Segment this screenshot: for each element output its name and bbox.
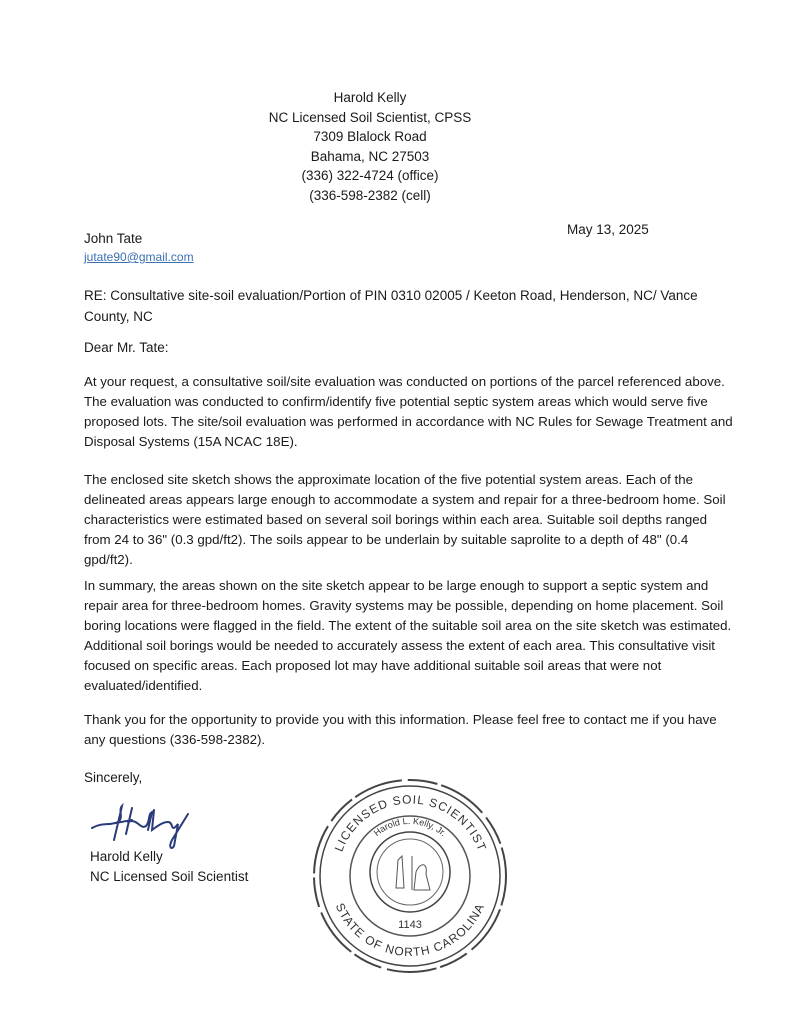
recipient-block — [84, 230, 194, 266]
subject-line: RE: Consultative site-soil evaluation/Portion of PIN 0310 02005 / Keeton Road, Henderson, NC/ Vance County, NC — [84, 288, 698, 324]
signer-block — [90, 847, 248, 887]
body-paragraph-3: In summary, the areas shown on the site sketch appear to be large enough to support a septic system and repair area for three-bedroom homes. Gravity systems may be possible, depending on home placement. Soil boring locations were flagged in the field. The extent of the suitable soil area on the site sketch was estimated. Additional soil borings would be needed to accurately assess the extent of each area. This consultative visit focused on specific areas. Each proposed lot may have additional suitable soil areas that were not evaluated/identified. — [84, 578, 732, 693]
letterhead-street: 7309 Blalock Road — [313, 129, 427, 144]
letterhead — [0, 88, 740, 205]
letter-date: May 13, 2025 — [567, 222, 649, 237]
body-paragraph-1: At your request, a consultative soil/site evaluation was conducted on portions of the parcel referenced above. The evaluation was conducted to confirm/identify five potential septic system areas which would serve five proposed lots. The site/soil evaluation was performed in accordance with NC Rules for Sewage Treatment and Disposal Systems (15A NCAC 18E). — [84, 374, 733, 449]
signature-icon — [88, 800, 208, 850]
recipient-name: John Tate — [84, 231, 143, 246]
closing: Sincerely, — [84, 770, 143, 785]
seal-bottom-text: STATE OF NORTH CAROLINA — [332, 900, 488, 960]
letterhead-office-phone: (336) 322-4724 (office) — [301, 168, 439, 183]
soil-scientist-seal-icon — [308, 776, 513, 976]
body-paragraph-4: Thank you for the opportunity to provide you with this information. Please feel free to contact me if you have any questions (336-598-2382). — [84, 712, 717, 747]
body-paragraph-2: The enclosed site sketch shows the approximate location of the five potential system areas. Each of the delineated areas appears large enough to accommodate a system and repair for a three-bedroom home. Soil characteristics were estimated based on several soil borings within each area. Suitable soil depths ranged from 24 to 36" (0.3 gpd/ft2). The soils appear to be underlain by suitable saprolite to a depth of 48" (0.4 gpd/ft2). — [84, 472, 726, 567]
letterhead-cell-phone: (336-598-2382 (cell) — [309, 187, 431, 203]
seal-top-text: LICENSED SOIL SCIENTIST — [331, 792, 490, 854]
recipient-email-link[interactable]: jutate90@gmail.com — [84, 250, 194, 264]
letterhead-city: Bahama, NC 27503 — [310, 148, 430, 164]
seal-name-text: Harold L. Kelly, Jr. — [371, 815, 449, 839]
letterhead-title: NC Licensed Soil Scientist, CPSS — [268, 109, 472, 125]
salutation: Dear Mr. Tate: — [84, 340, 169, 355]
letterhead-name: Harold Kelly — [333, 90, 407, 105]
signer-name: Harold Kelly — [90, 849, 163, 864]
seal-license-number: 1143 — [398, 919, 422, 931]
signer-title: NC Licensed Soil Scientist — [90, 869, 249, 884]
